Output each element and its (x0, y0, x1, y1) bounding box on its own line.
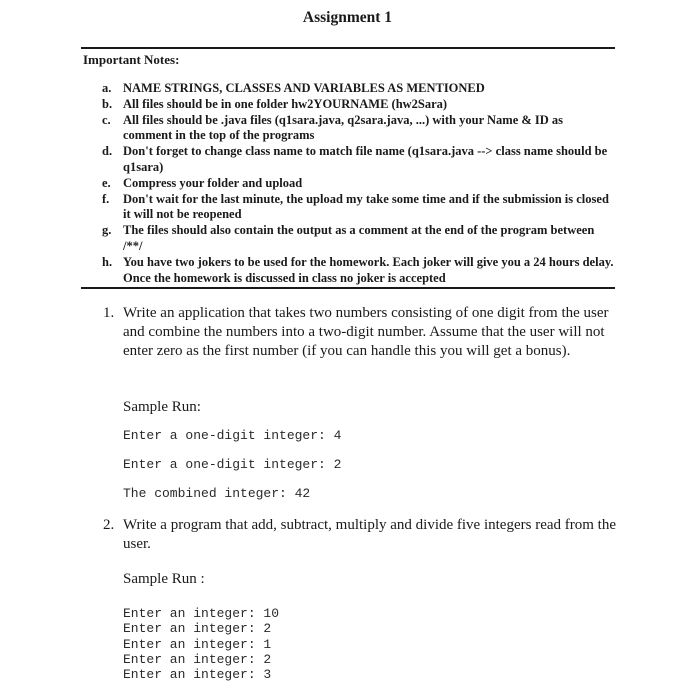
note-marker: c. (102, 112, 111, 127)
sample-output-line: Enter an integer: 2 (123, 621, 272, 637)
note-text: All files should be in one folder hw2YOURNAME (hw2Sara) (123, 96, 448, 111)
note-item (102, 81, 614, 97)
sample-output-block (123, 606, 279, 682)
note-text: You have two jokers to be used for the homework. Each joker will give you a 24 hours delay. Once the homework is discussed in class no joker is accepted (123, 254, 614, 285)
notes-heading: Important Notes: (83, 52, 180, 67)
note-text: The files should also contain the output as a comment at the end of the program between /**/ (123, 223, 595, 253)
sample-output-line: Enter an integer: 1 (123, 636, 272, 652)
note-marker: a. (102, 81, 112, 95)
note-marker: f. (102, 191, 110, 206)
note-item (102, 192, 614, 224)
sample-run-label: Sample Run : (123, 571, 205, 587)
sample-output-line: Enter a one-digit integer: 2 (123, 457, 342, 472)
sample-run-label: Sample Run: (123, 399, 201, 415)
note-text: Don't wait for the last minute, the upload my take some time and if the submission is closed it will not be reopened (123, 191, 609, 222)
note-marker: b. (102, 96, 113, 111)
question-text: Write a program that add, subtract, multiply and divide five integers read from the user. (123, 517, 616, 552)
note-marker: e. (102, 175, 111, 190)
note-item (102, 255, 614, 287)
note-item (102, 176, 614, 192)
note-marker: d. (102, 144, 113, 159)
question-2 (103, 516, 618, 554)
note-item (102, 144, 614, 176)
note-item (102, 223, 614, 255)
sample-output-line: Enter an integer: 3 (123, 667, 272, 683)
note-item (102, 97, 614, 113)
sample-output-line: The combined integer: 42 (123, 486, 311, 501)
question-number: 2. (103, 517, 115, 533)
question-1 (103, 304, 618, 361)
note-text: All files should be .java files (q1sara.java, q2sara.java, ...) with your Name & ID as comment in the top of the programs (123, 112, 564, 143)
note-text: NAME STRINGS, CLASSES AND VARIABLES AS MENTIONED (123, 81, 485, 95)
question-number: 1. (103, 305, 115, 321)
note-item (102, 113, 614, 145)
bottom-divider (81, 287, 615, 289)
note-marker: g. (102, 223, 112, 238)
note-text: Compress your folder and upload (123, 175, 303, 190)
note-text: Don't forget to change class name to match file name (q1sara.java --> class name should be q1sara) (123, 144, 608, 174)
note-marker: h. (102, 254, 113, 269)
sample-output-line: Enter a one-digit integer: 4 (123, 428, 342, 443)
sample-output-line: Enter an integer: 10 (123, 606, 280, 621)
sample-output-line: Enter an integer: 2 (123, 651, 272, 667)
notes-list (102, 81, 614, 286)
document-title: Assignment 1 (302, 9, 393, 26)
top-divider (81, 47, 615, 49)
question-text: Write an application that takes two numbers consisting of one digit from the user and combine the numbers into a two-digit number. Assume that the user will not enter zero as the first number (if you can handle this you will get a bonus). (123, 305, 609, 359)
